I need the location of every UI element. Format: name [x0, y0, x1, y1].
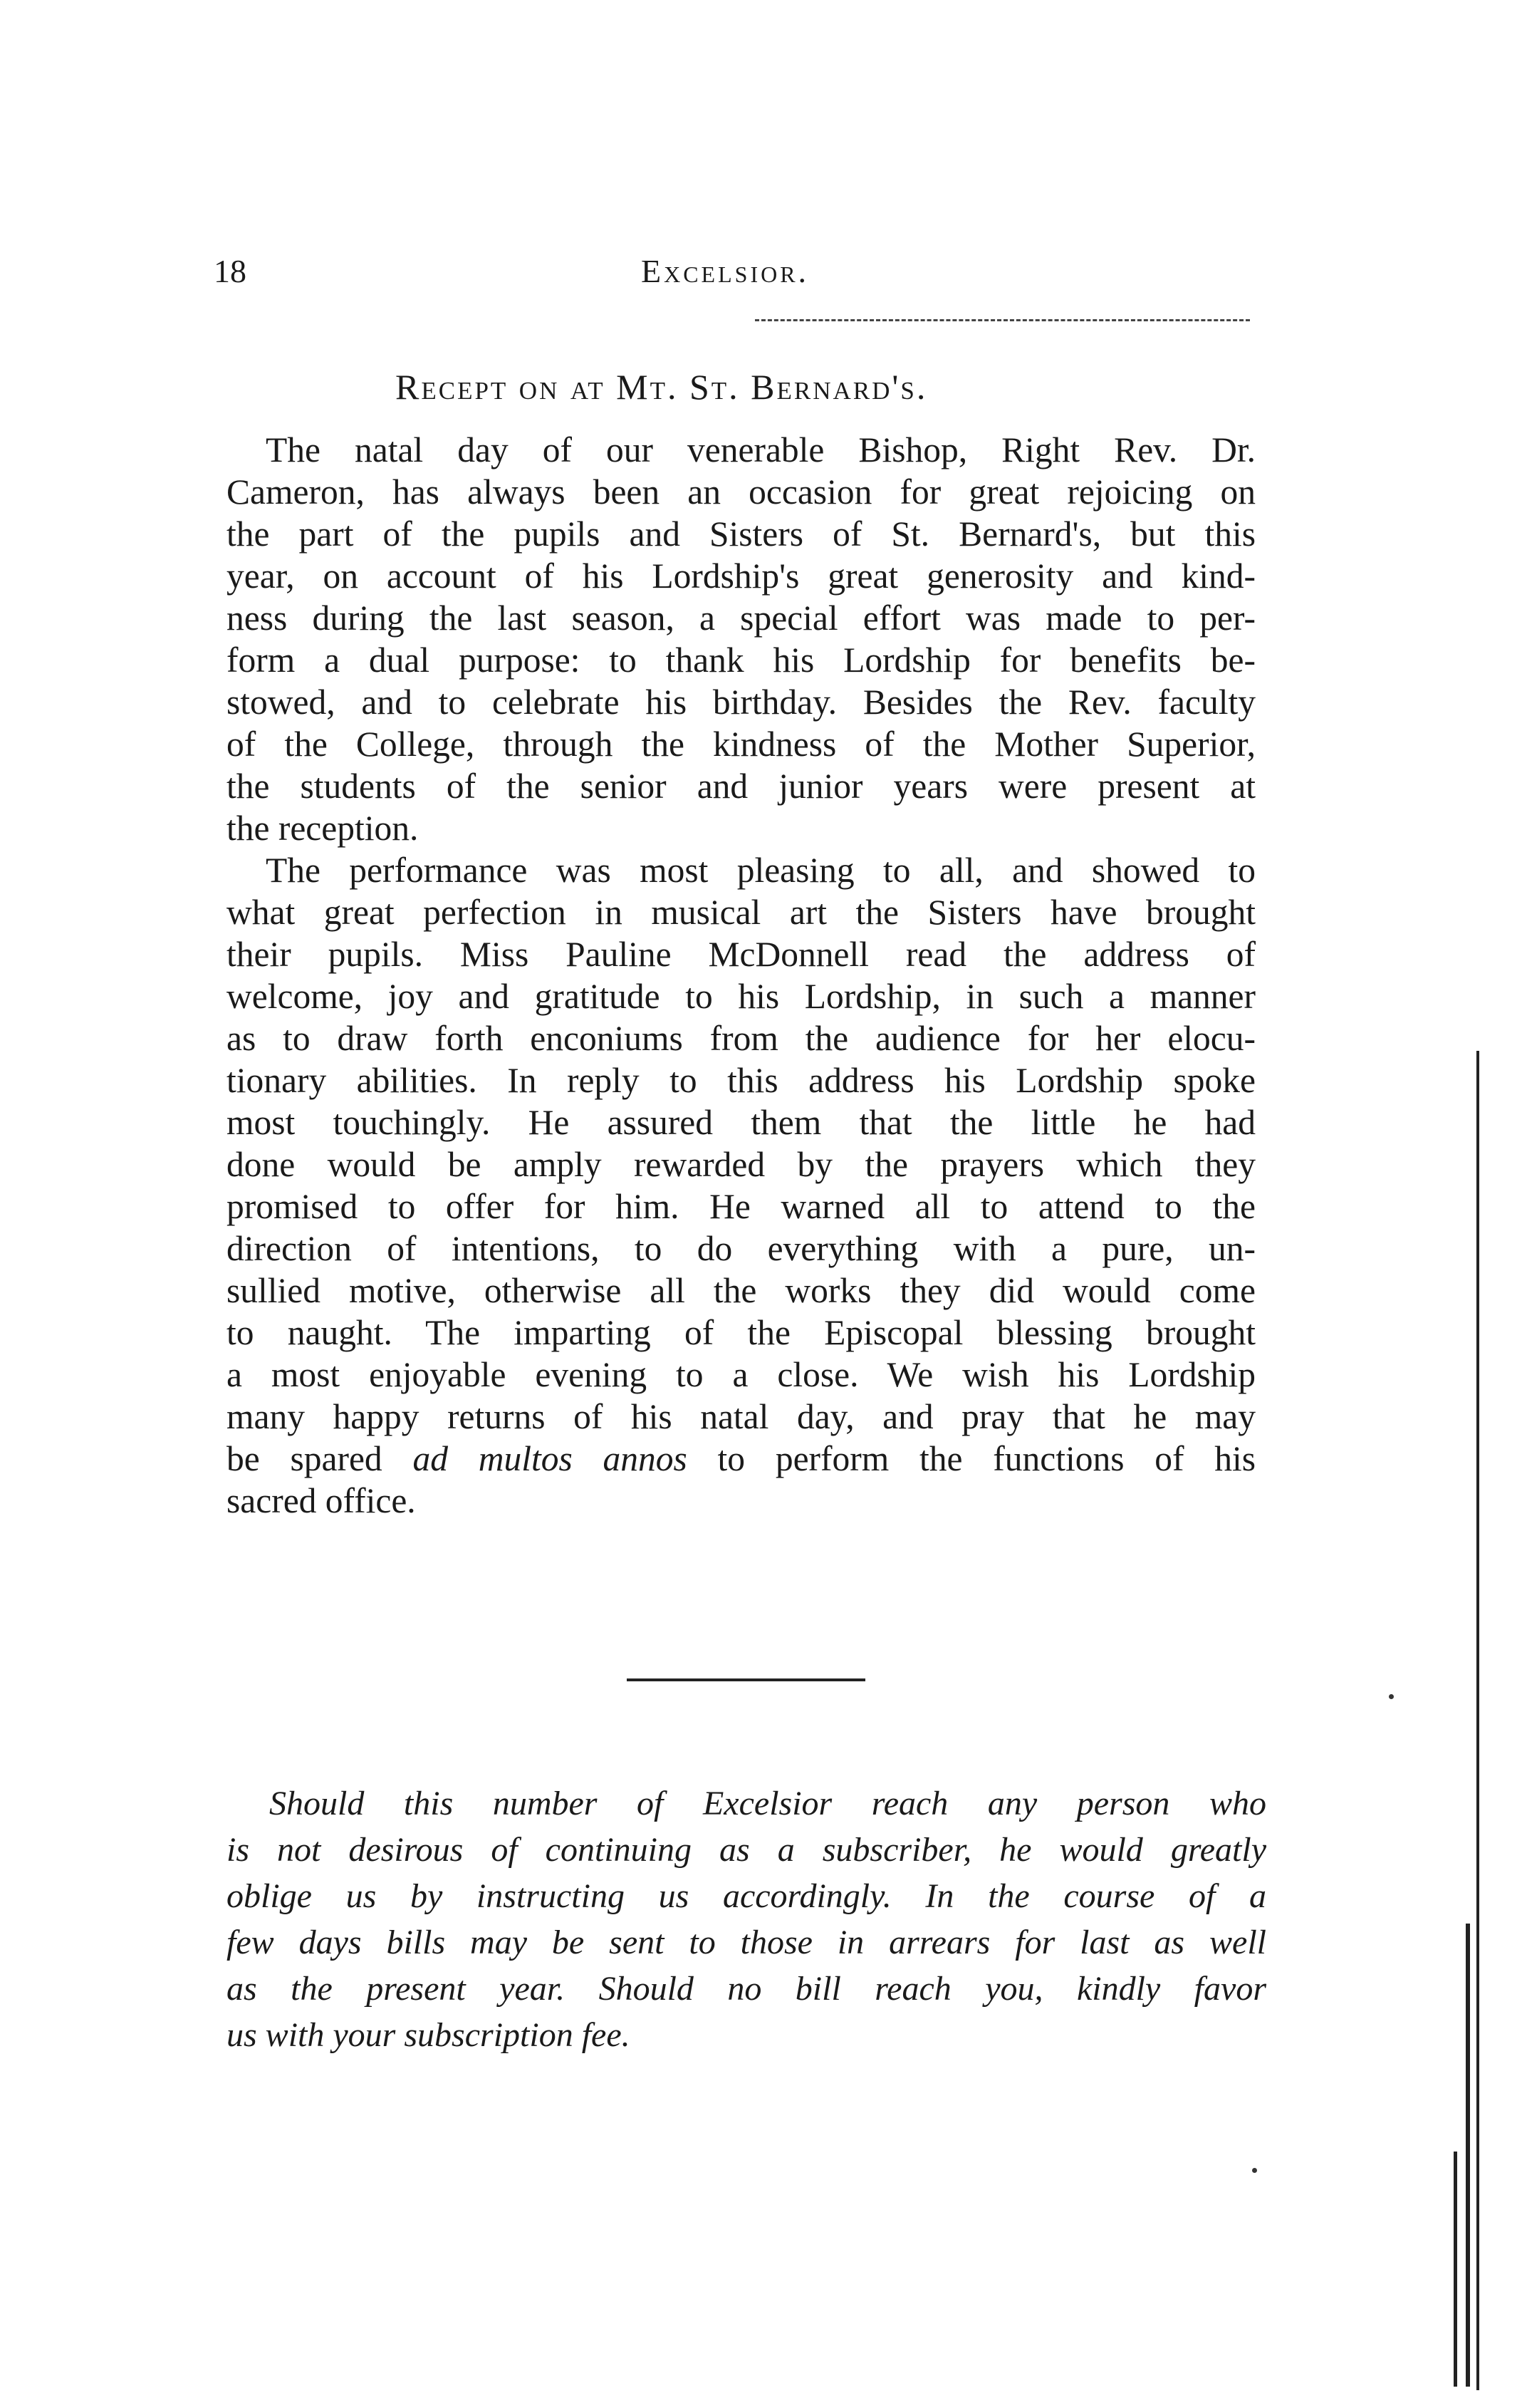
- article-line: the students of the senior and junior years were present at: [226, 767, 1256, 806]
- text-run: be spared: [226, 1439, 413, 1478]
- article-line: a most enjoyable evening to a close. We wish his Lordship: [226, 1355, 1256, 1394]
- notice-line: few days bills may be sent to those in arrears for last as well: [226, 1924, 1266, 1961]
- running-title: Excelsior.: [641, 253, 810, 289]
- article-line: many happy returns of his natal day, and pray that he may: [226, 1397, 1256, 1436]
- article-line: The natal day of our venerable Bishop, Right Rev. Dr.: [266, 430, 1256, 469]
- article-line: stowed, and to celebrate his birthday. Besides the Rev. faculty: [226, 683, 1256, 722]
- scan-speck: [1389, 1694, 1394, 1699]
- scan-speck: [1252, 2168, 1257, 2173]
- article-line: Cameron, has always been an occasion for great rejoicing on: [226, 472, 1256, 512]
- scan-edge-mark: [1466, 1924, 1470, 2387]
- article-line: the part of the pupils and Sisters of St. Bernard's, but this: [226, 514, 1256, 554]
- article-line: direction of intentions, to do everything with a pure, un-: [226, 1229, 1256, 1268]
- scan-edge-mark: [1454, 2152, 1457, 2387]
- article-line-with-latin: [226, 1441, 1256, 1477]
- article-title: Recept on at Mt. St. Bernard's.: [395, 367, 928, 407]
- notice-line: us with your subscription fee.: [226, 2016, 630, 2054]
- article-line: as to draw forth enconiums from the audience for her elocu-: [226, 1019, 1256, 1058]
- article-line: promised to offer for him. He warned all to attend to the: [226, 1187, 1256, 1226]
- article-line: their pupils. Miss Pauline McDonnell read the address of: [226, 935, 1256, 974]
- article-line: to naught. The imparting of the Episcopal blessing brought: [226, 1313, 1256, 1352]
- article-line: of the College, through the kindness of the Mother Superior,: [226, 725, 1256, 764]
- notice-line: oblige us by instructing us accordingly. In the course of a: [226, 1877, 1266, 1915]
- article-line: what great perfection in musical art the Sisters have brought: [226, 893, 1256, 932]
- article-line: tionary abilities. In reply to this address his Lordship spoke: [226, 1061, 1256, 1100]
- article-line: most touchingly. He assured them that the little he had: [226, 1103, 1256, 1142]
- page-number: 18: [214, 253, 246, 289]
- article-closing-line: sacred office.: [226, 1481, 416, 1520]
- article-line: welcome, joy and gratitude to his Lordship, in such a manner: [226, 977, 1256, 1016]
- article-line: sullied motive, otherwise all the works they did would come: [226, 1271, 1256, 1310]
- latin-phrase: ad multos annos: [412, 1439, 687, 1478]
- article-line: year, on account of his Lordship's great generosity and kind-: [226, 556, 1256, 596]
- header-rule: [755, 319, 1250, 321]
- article-line: done would be amply rewarded by the prayers which they: [226, 1145, 1256, 1184]
- scan-edge-mark: [1476, 1051, 1479, 2390]
- article-line: form a dual purpose: to thank his Lordship for benefits be-: [226, 640, 1256, 680]
- article-line: the reception.: [226, 809, 419, 848]
- article-line: The performance was most pleasing to all, and showed to: [266, 851, 1256, 890]
- text-run: to perform the functions of his: [687, 1439, 1256, 1478]
- section-separator: [627, 1678, 865, 1681]
- notice-line: Should this number of Excelsior reach any person who: [269, 1785, 1266, 1822]
- article-line: ness during the last season, a special effort was made to per-: [226, 598, 1256, 638]
- notice-line: is not desirous of continuing as a subscriber, he would greatly: [226, 1831, 1266, 1869]
- notice-line: as the present year. Should no bill reach you, kindly favor: [226, 1970, 1266, 2008]
